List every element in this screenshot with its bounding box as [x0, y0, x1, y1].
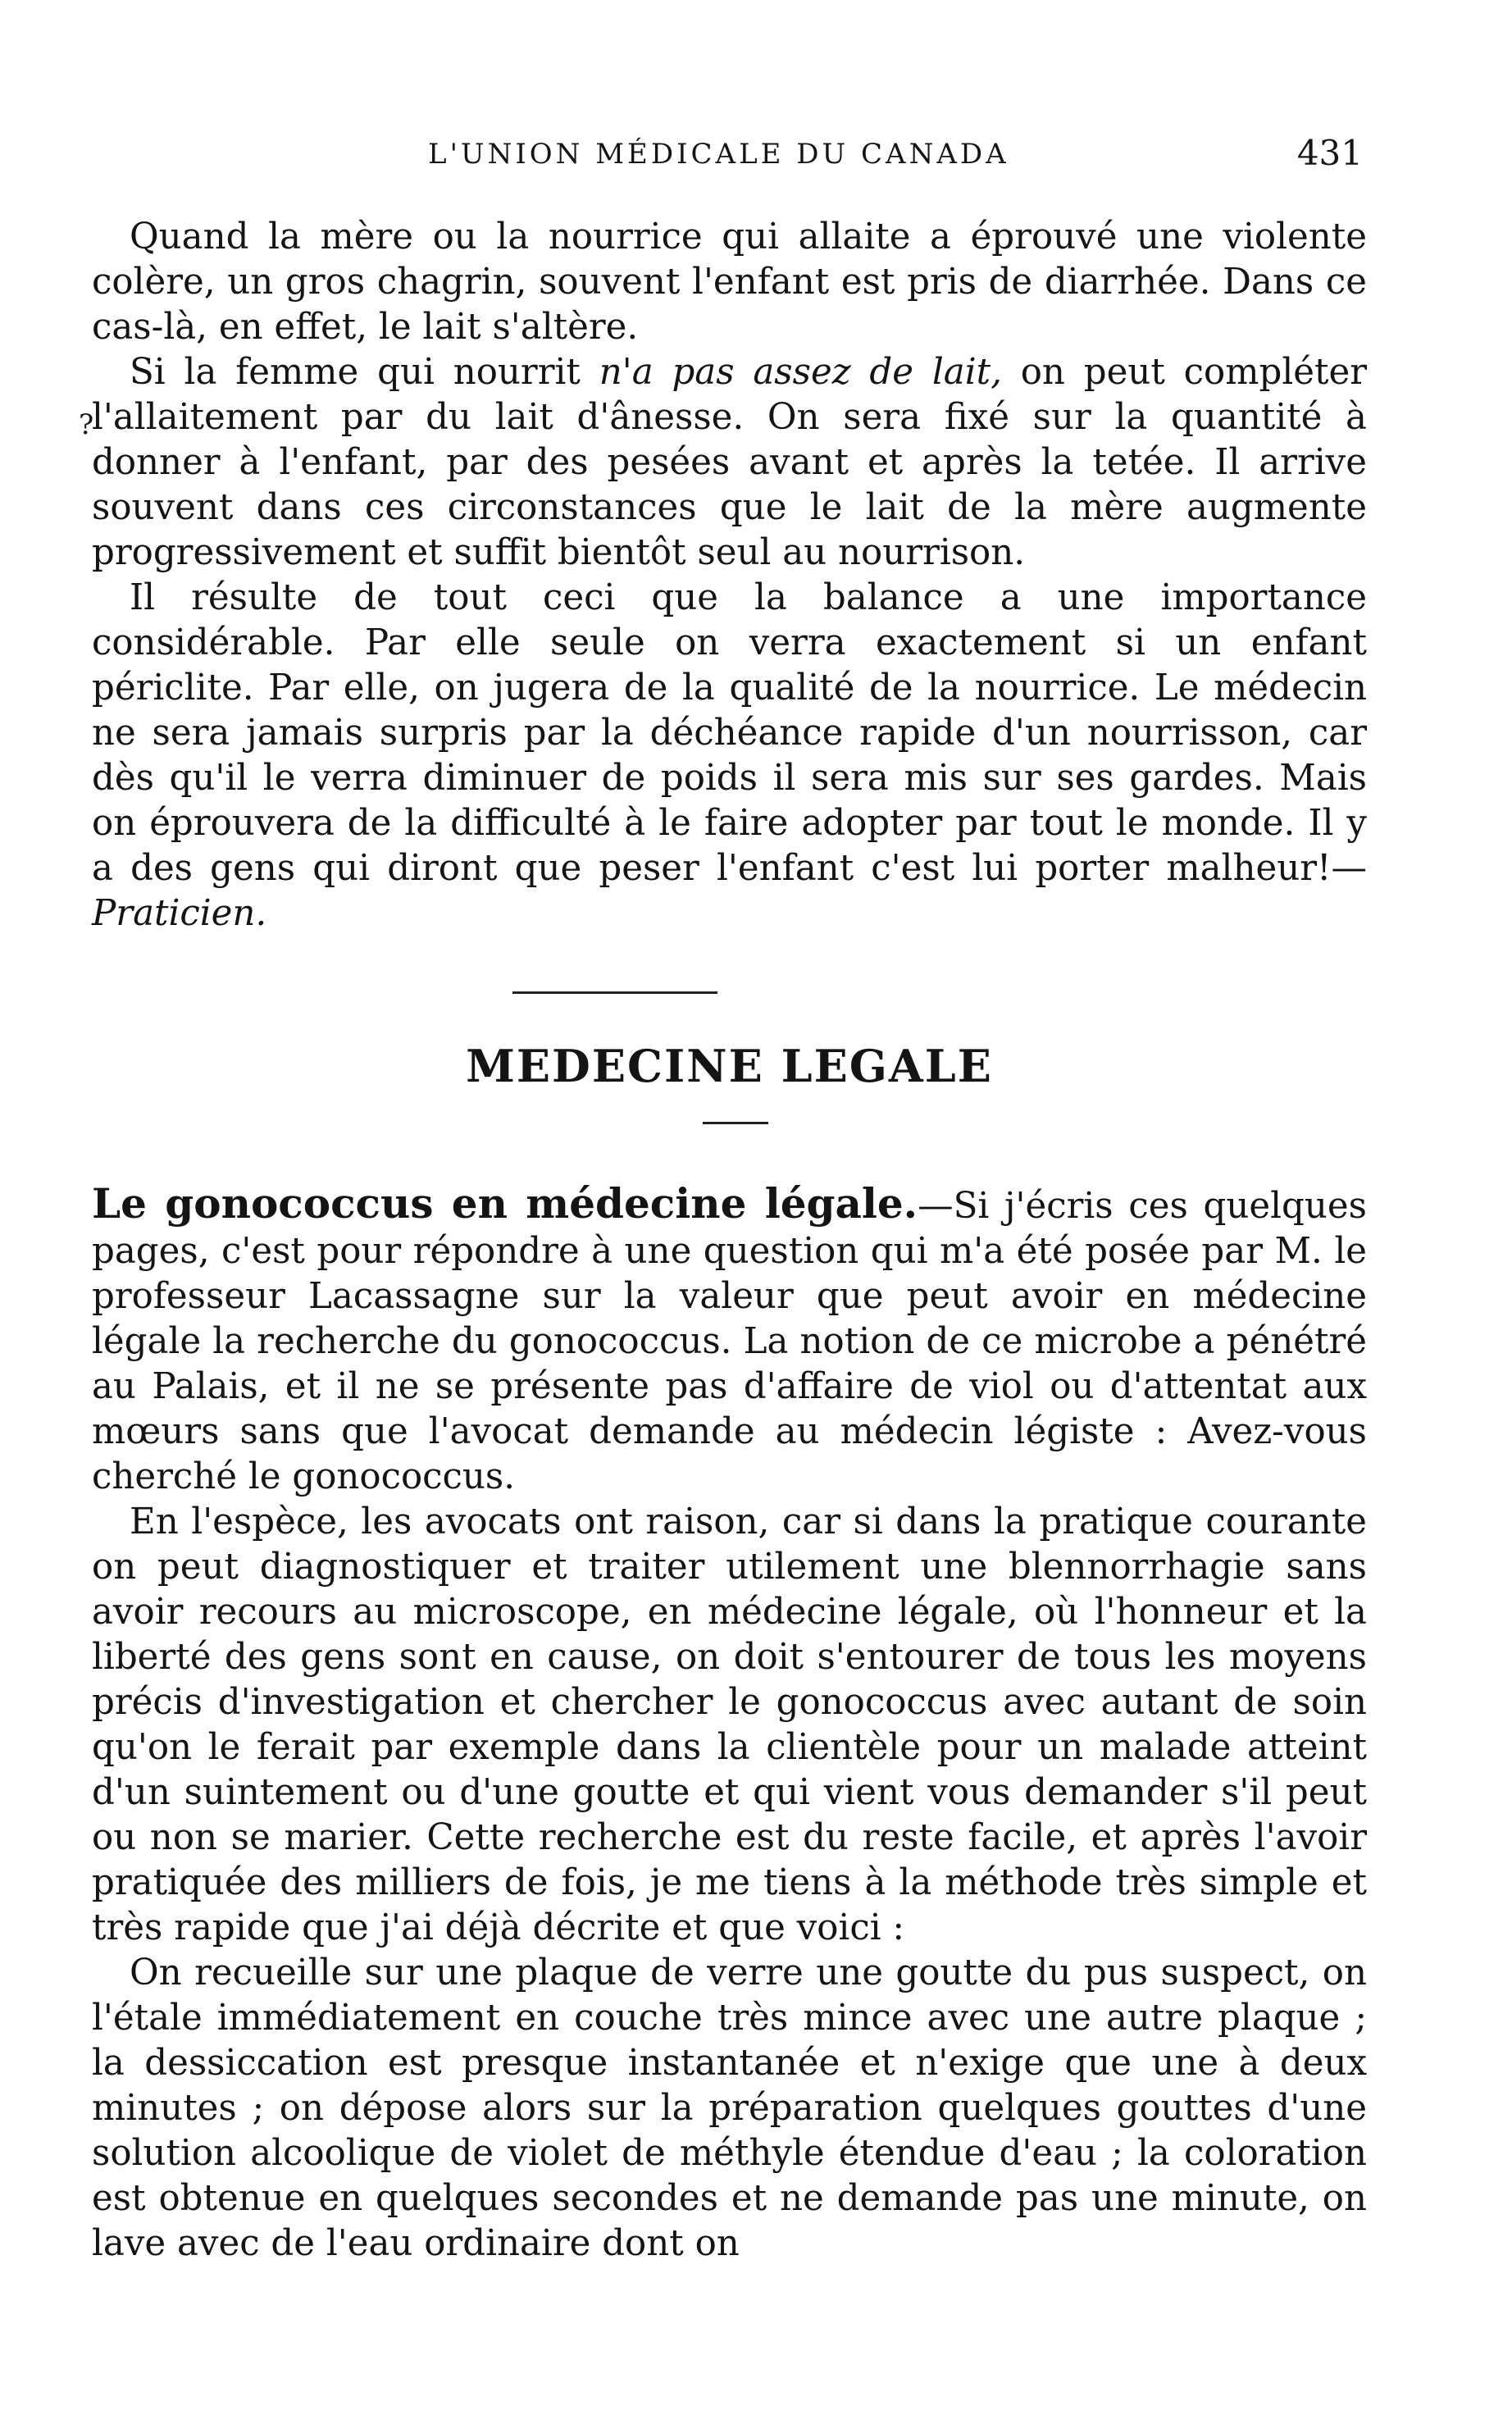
paragraph [92, 1181, 1367, 1500]
paragraph [92, 576, 1367, 936]
paragraph [92, 350, 1367, 576]
text-run: —Si j'écris ces quelques pages, c'est pour répondre à une question qui m'a été posée par M. le professeur Lacassagne sur la valeur que peut avoir en médecine légale la recherche du gonococcus. La notion de ce microbe a pénétré au Palais, et il ne se présente pas d'affaire de viol ou d'attentat aux mœurs sans que l'avocat demande au médecin légiste : Avez-vous cherché le gonococcus. [92, 1186, 1367, 1497]
margin-mark: ? [79, 408, 94, 441]
paragraph: Quand la mère ou la nourrice qui allaite a éprouvé une violente colère, un gros chagrin, souvent l'enfant est pris de diarrhée. Dans ce cas-là, en effet, le lait s'altère. [92, 216, 1367, 348]
text-run: on peut compléter l'allaitement par du lait d'ânesse. On sera fixé sur la quantité à donner à l'enfant, par des pesées avant et après la tetée. Il arrive souvent dans ces circonstances que le lait de la mère augmente progressivement et suffit bientôt seul au nourrison. [92, 352, 1367, 573]
divider-rule [512, 991, 717, 994]
italic-text: n'a pas assez de lait, [599, 352, 1002, 393]
text-block-praticien [92, 215, 1367, 936]
section-title: MEDECINE LEGALE [466, 1040, 993, 1092]
paragraph: En l'espèce, les avocats ont raison, car si dans la pratique courante on peut diagnostiquer et traiter utilement une blennorrhagie sans avoir recours au microscope, en médecine légale, où l'honneur et la liberté des gens sont en cause, on doit s'entourer de tous les moyens précis d'investigation et chercher le gonococcus avec autant de soin qu'on le ferait par exemple dans la clientèle pour un malade atteint d'un suintement ou d'une goutte et qui vient vous demander s'il peut ou non se marier. Cette recherche est du reste facile, et après l'avoir pratiquée des milliers de fois, je me tiens à la méthode très simple et très rapide que j'ai déjà décrite et que voici : [92, 1501, 1367, 1948]
text-run: Il résulte de tout ceci que la balance a une importance considérable. Par elle seule on verra exactement si un enfant périclite. Par elle, on jugera de la qualité de la nourrice. Le médecin ne sera jamais surpris par la déchéance rapide d'un nourrisson, car dès qu'il le verra diminuer de poids il sera mis sur ses gardes. Mais on éprouvera de la difficulté à le faire adopter par tout le monde. Il y a des gens qui diront que peser l'enfant c'est lui porter malheur!— [92, 577, 1367, 889]
article-title: Le gonococcus en médecine légale. [92, 1179, 918, 1228]
short-divider-rule [703, 1122, 768, 1124]
running-title: L'UNION MÉDICALE DU CANADA [428, 138, 1009, 171]
page-header [92, 133, 1371, 182]
source-signature: Praticien. [92, 893, 267, 934]
text-block-gonococcus [92, 1181, 1367, 2267]
paragraph: On recueille sur une plaque de verre une goutte du pus suspect, on l'étale immédiatement en couche très mince avec une autre plaque ; la dessiccation est presque instantanée et n'exige que une à deux minutes ; on dépose alors sur la préparation quelques gouttes d'une solution alcoolique de violet de méthyle étendue d'eau ; la coloration est obtenue en quelques secondes et ne demande pas une minute, on lave avec de l'eau ordinaire dont on [92, 1952, 1367, 2264]
page-number: 431 [1296, 133, 1363, 173]
text-run: Si la femme qui nourrit [130, 352, 599, 393]
